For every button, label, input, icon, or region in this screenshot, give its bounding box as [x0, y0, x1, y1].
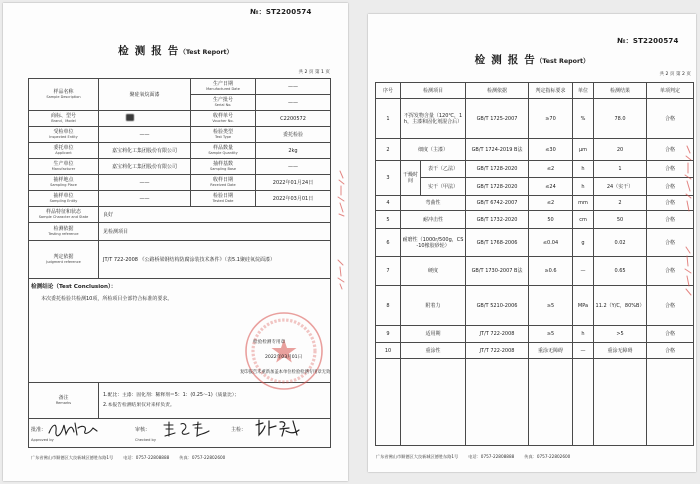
sampling-place-label: 抽样地点 Sampling Place	[29, 175, 99, 191]
cell-no: 3	[376, 161, 401, 196]
cell-result: 1	[594, 161, 647, 178]
cell-result: 24（实干）	[594, 178, 647, 196]
header-verdict: 单项判定	[647, 83, 694, 99]
header-no: 序号	[376, 83, 401, 99]
cell-requirement: ≥70	[529, 99, 573, 139]
cell-verdict: 合格	[647, 257, 694, 286]
cell-method: GB/T 1725-2007	[466, 99, 529, 139]
cell-unit: cm	[573, 211, 594, 229]
applicant-value: 嘉宝莉化工集团股份有限公司	[99, 143, 191, 159]
cell-result: 50	[594, 211, 647, 229]
table-row	[29, 159, 331, 175]
tested-date-label: 检验日期 Tested Date	[191, 191, 256, 207]
cell-verdict: 合格	[647, 196, 694, 211]
cell-requirement: ≤2	[529, 196, 573, 211]
table-row	[376, 286, 694, 326]
approver-signature-icon	[47, 419, 99, 439]
sampling-base-value: ——	[256, 159, 331, 175]
cell-method: GB/T 1768-2006	[466, 229, 529, 257]
cell-result: >5	[594, 326, 647, 343]
brand-model-value	[99, 111, 191, 127]
table-row	[29, 241, 331, 279]
cell-unit: g	[573, 229, 594, 257]
voucher-no-value: C2200572	[256, 111, 331, 127]
approved-label-en: Approved by	[31, 438, 54, 442]
cell-verdict: 合格	[647, 326, 694, 343]
cell-method: GB/T 1724-2019 B法	[466, 139, 529, 161]
cell-method: GB/T 1728-2020	[466, 178, 529, 196]
table-row	[376, 196, 694, 211]
cell-method: GB/T 1730-2007 B法	[466, 257, 529, 286]
header-requirement: 判定指标要求	[529, 83, 573, 99]
cell-item: 弯曲性	[401, 196, 466, 211]
report-page-1	[3, 3, 348, 481]
cell-result: 20	[594, 139, 647, 161]
test-results-table	[375, 82, 694, 446]
copy-notice: 复印报告未重新加盖本单位检验检测专用章无效	[240, 370, 331, 375]
cell-verdict: 合格	[647, 229, 694, 257]
cell-unit: —	[573, 343, 594, 359]
table-row	[376, 178, 694, 196]
cell-verdict: 合格	[647, 99, 694, 139]
page-info: 共 2 页 第 1 页	[298, 70, 330, 75]
cell-requirement: 重涂无障碍	[529, 343, 573, 359]
cell-item: 细度（主漆）	[401, 139, 466, 161]
tester-signature-icon	[253, 417, 303, 439]
cell-result: 0.65	[594, 257, 647, 286]
tested-date-value: 2022年03月01日	[256, 191, 331, 207]
sampling-base-label: 抽样基数 Sampling Base	[191, 159, 256, 175]
cell-unit: μm	[573, 139, 594, 161]
applicant-label: 委托单位 Applicant	[29, 143, 99, 159]
cell-requirement: ≥0.6	[529, 257, 573, 286]
judgment-reference-label: 判定依据 Judgment reference	[29, 241, 99, 279]
manufactured-date-label: 生产日期 Manufactured Date	[191, 79, 256, 95]
cell-item-group: 干燥时间	[401, 161, 421, 196]
cell-unit: %	[573, 99, 594, 139]
voucher-no-label: 收样单号 Voucher No.	[191, 111, 256, 127]
cell-unit: h	[573, 161, 594, 178]
cell-verdict: 合格	[647, 286, 694, 326]
manufactured-date-value: ——	[256, 79, 331, 95]
cell-method: JT/T 722-2008	[466, 343, 529, 359]
cell-unit: mm	[573, 196, 594, 211]
cell-result: 重涂无障碍	[594, 343, 647, 359]
checker-signature-icon	[161, 419, 213, 439]
sampling-entity-value: ——	[99, 191, 191, 207]
cell-method: GB/T 6742-2007	[466, 196, 529, 211]
conclusion-text: 本次委托检验共检测10项，所检项目全部符合标准的要求。	[41, 296, 173, 302]
footer-fax: 传真：0757-22802600	[179, 455, 226, 460]
cell-method: GB/T 1728-2020	[466, 161, 529, 178]
cell-subitem: 实干（甲法）	[421, 178, 466, 196]
header-method: 检测依据	[466, 83, 529, 99]
cell-requirement: 50	[529, 211, 573, 229]
page-footer	[31, 455, 235, 461]
table-row	[29, 79, 331, 95]
table-filler-row	[376, 359, 694, 446]
cell-subitem: 表干（乙法）	[421, 161, 466, 178]
report-number: №：ST2200574	[250, 8, 312, 16]
cell-result: 78.0	[594, 99, 647, 139]
approved-label: 批准：	[31, 427, 47, 433]
cell-unit: h	[573, 178, 594, 196]
table-row	[376, 161, 694, 178]
received-date-label: 收样日期 Received Date	[191, 175, 256, 191]
report-number: №：ST2200574	[617, 37, 679, 45]
sample-state-value: 良好	[99, 207, 331, 223]
table-row	[376, 211, 694, 229]
footer-tel: 电话：0757-22808888	[123, 455, 170, 460]
title-en: （Test Report）	[536, 58, 590, 65]
cell-item: 附着力	[401, 286, 466, 326]
title-cn: 检 测 报 告	[474, 54, 537, 66]
cell-no: 7	[376, 257, 401, 286]
cell-result: 2	[594, 196, 647, 211]
table-row	[376, 139, 694, 161]
cell-no: 5	[376, 211, 401, 229]
cell-item: 重涂性	[401, 343, 466, 359]
table-row	[29, 223, 331, 241]
cell-requirement: ≤0.04	[529, 229, 573, 257]
test-type-label: 检验类型 Test Type	[191, 127, 256, 143]
sample-quantity-value: 2kg	[256, 143, 331, 159]
table-row	[29, 143, 331, 159]
inspected-entity-label: 受检单位 Inspected Entity	[29, 127, 99, 143]
cell-unit: h	[573, 326, 594, 343]
table-row	[376, 326, 694, 343]
cell-no: 8	[376, 286, 401, 326]
seal-date: 2022年03月01日	[265, 355, 303, 360]
sample-desc-value: 聚硅氧烷面漆	[99, 79, 191, 111]
cell-requirement: ≥5	[529, 286, 573, 326]
remark-line-1: 1.配比：主漆：固化剂：稀释剂＝5：1：(0.25～1)（质量比）；	[103, 393, 240, 399]
cell-verdict: 合格	[647, 211, 694, 229]
table-row	[376, 99, 694, 139]
cell-verdict: 合格	[647, 161, 694, 178]
cell-unit: MPa	[573, 286, 594, 326]
page-info: 共 2 页 第 2 页	[659, 72, 691, 77]
cell-no: 2	[376, 139, 401, 161]
tested-label: 主检：	[231, 427, 247, 433]
cell-no: 6	[376, 229, 401, 257]
remarks-label: 备注 Remarks	[29, 383, 99, 419]
cell-item: 耐磨性（1000r/500g，CS-10橡胶砂轮）	[401, 229, 466, 257]
testing-reference-label: 检测依据 Testing reference	[29, 223, 99, 241]
riding-seal-mark-icon	[334, 168, 348, 293]
cell-verdict: 合格	[647, 178, 694, 196]
official-seal-icon	[241, 308, 327, 394]
cell-verdict: 合格	[647, 343, 694, 359]
table-row	[376, 257, 694, 286]
table-row	[376, 229, 694, 257]
title-cn: 检 测 报 告	[118, 45, 180, 57]
header-unit: 单位	[573, 83, 594, 99]
cell-no: 9	[376, 326, 401, 343]
cell-requirement: ≤2	[529, 161, 573, 178]
cell-requirement: ≤30	[529, 139, 573, 161]
table-row	[29, 175, 331, 191]
footer-fax: 传真：0757-22802600	[524, 454, 571, 459]
report-title	[368, 52, 696, 67]
cell-item: 不挥发物含量（120℃，1h，主漆和固化剂混合后）	[401, 99, 466, 139]
cell-result: 11.2（Y/C，80%B）	[594, 286, 647, 326]
manufacturer-value: 嘉宝莉化工集团股份有限公司	[99, 159, 191, 175]
cell-requirement: ≤24	[529, 178, 573, 196]
cell-no: 10	[376, 343, 401, 359]
report-title	[3, 43, 348, 58]
cell-method: GB/T 1732-2020	[466, 211, 529, 229]
serial-no-label: 生产批号 Serial No.	[191, 95, 256, 111]
testing-reference-value: 见检测项目	[99, 223, 331, 241]
serial-no-value: ——	[256, 95, 331, 111]
header-result: 检测结果	[594, 83, 647, 99]
inspected-entity-value: ——	[99, 127, 191, 143]
footer-tel: 电话：0757-22808888	[468, 454, 515, 459]
page-footer	[376, 454, 580, 460]
footer-address: 广东省佛山市顺德区大良新城区德胜东路1号	[31, 455, 114, 460]
cell-no: 4	[376, 196, 401, 211]
cell-verdict: 合格	[647, 139, 694, 161]
table-row	[29, 191, 331, 207]
sample-state-label: 样品特征和状态 Sample Character and State	[29, 207, 99, 223]
table-row	[29, 111, 331, 127]
cell-no: 1	[376, 99, 401, 139]
cell-method: GB/T 5210-2006	[466, 286, 529, 326]
sample-quantity-label: 样品数量 Sample Quantity	[191, 143, 256, 159]
seal-label: 检验检测专用章	[253, 340, 286, 345]
cell-result: 0.02	[594, 229, 647, 257]
checked-label-en: Checked by	[135, 438, 156, 442]
sampling-entity-label: 抽样单位 Sampling Entity	[29, 191, 99, 207]
table-row	[29, 127, 331, 143]
riding-seal-mark-icon	[681, 143, 695, 303]
header-item: 检测项目	[401, 83, 466, 99]
manufacturer-label: 生产单位 Manufacturer	[29, 159, 99, 175]
cell-unit: —	[573, 257, 594, 286]
conclusion-heading: 检测结论（Test Conclusion）：	[31, 284, 117, 290]
report-page-2	[368, 14, 696, 472]
cell-requirement: ≥5	[529, 326, 573, 343]
table-row	[29, 207, 331, 223]
cell-item: 耐冲击性	[401, 211, 466, 229]
title-en: （Test Report）	[179, 49, 233, 56]
sample-desc-label: 样品名称 Sample Description	[29, 79, 99, 111]
sampling-place-value: ——	[99, 175, 191, 191]
judgment-reference-value: JT/T 722-2008 《公路桥梁钢结构防腐涂装技术条件》（表5.1聚硅氧烷面漆）	[99, 241, 331, 279]
cell-item: 适用期	[401, 326, 466, 343]
brand-model-label: 商标、型号 Brand、Model	[29, 111, 99, 127]
table-header-row	[376, 83, 694, 99]
checked-label: 审核：	[135, 427, 151, 433]
table-row	[376, 343, 694, 359]
received-date-value: 2022年01月24日	[256, 175, 331, 191]
footer-address: 广东省佛山市顺德区大良新城区德胜东路1号	[376, 454, 459, 459]
cell-method: JT/T 722-2008	[466, 326, 529, 343]
remark-line-2: 2.本报告检测结果仅对来样负责。	[103, 402, 175, 408]
test-type-value: 委托检验	[256, 127, 331, 143]
brand-logo	[126, 114, 134, 121]
cell-item: 硬度	[401, 257, 466, 286]
